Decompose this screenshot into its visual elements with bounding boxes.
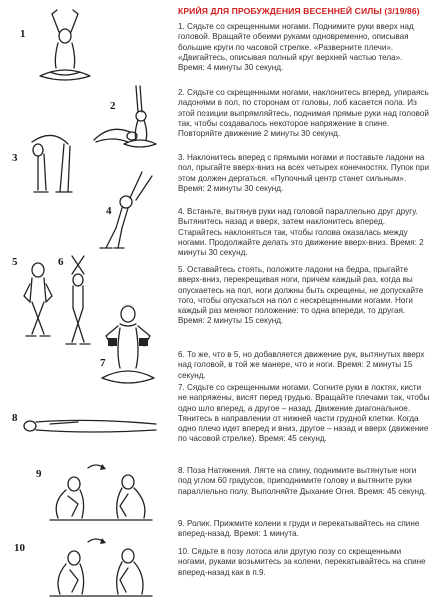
- instruction-3: 3. Наклонитесь вперед с прямыми ногами и поставьте ладони на пол, прыгайте вверх-вниз на всех четырех конечностях. Пупок при этом должен дергаться. «Пупочный центр станет сильным». Время: 2 минуты 30 секунд.: [178, 153, 430, 193]
- figure-8-stretch-pose: [20, 412, 160, 442]
- figure-number-8: 8: [12, 412, 18, 424]
- instruction-6: 6. То же, что в 5, но добавляется движение рук, вытянутых вверх над головой, в той же манере, что и ноги. Время: 2 минуты 15 секунд.: [178, 350, 425, 380]
- figure-number-10: 10: [14, 542, 25, 554]
- instruction-1: 1. Сядьте со скрещенными ногами. Поднимите руки вверх над головой. Вращайте обеими руками одновременно, описывая большие круги по часовой стрелке. «Разверните плечи». «Двигайтесь, описывая полный круг верхней частью тела». Время: 4 минуты 30 секунд.: [178, 22, 414, 73]
- figure-6-jumping-arms-crossed: [60, 252, 96, 352]
- figure-number-3: 3: [12, 152, 18, 164]
- figure-number-1: 1: [20, 28, 26, 40]
- figure-4-standing-stretch: [92, 168, 162, 253]
- figure-number-9: 9: [36, 468, 42, 480]
- instruction-4: 4. Встаньте, вытянув руки над головой параллельно друг другу. Вытянитесь назад и вверх, затем наклонитесь вперед. Старайтесь наклоняться так, чтобы голова оказалась между ногами. Продолжайте делать это движение вверх-вниз. Время: 2 минуты 30 секунд.: [178, 207, 424, 258]
- figure-number-6: 6: [58, 256, 64, 268]
- instruction-9: 9. Ролик. Прижмите колени к груди и перекатывайтесь на спине вперед-назад. Время: 1 минута.: [178, 519, 420, 539]
- figure-9-rolling: [48, 462, 158, 524]
- figure-number-4: 4: [106, 205, 112, 217]
- instruction-5: 5. Оставайтесь стоять, положите ладони на бедра, прыгайте вверх-вниз, перекрещивая ноги, причем каждый раз, когда вы опускаетесь на пол, ноги должны быть скрещены, не допускайте того, чтобы опускаться на пол с нескрещенными ногами. Ноги каждый раз меняют положение: то одна впереди, то другая. Время: 2 минуты 15 секунд.: [178, 265, 424, 326]
- instruction-7: 7. Сядьте со скрещенными ногами. Согните руки в локтях, кисти не напряжены, висят перед грудью. Вращайте плечами так, чтобы одно шло вперед, а другое – назад. Движение диагональное. Тянитесь в направлении от нижней части грудной клетки. Когда одно плечо идет вперед и вниз, другое – назад и вверх (движение по часовой стрелке). Время: 45 секунд.: [178, 383, 430, 444]
- figure-1-seated-arms-overhead: [30, 6, 100, 86]
- page-title: КРИЙЯ ДЛЯ ПРОБУЖДЕНИЯ ВЕСЕННЕЙ СИЛЫ (3/19/86): [178, 6, 420, 16]
- illustrations-column: [0, 0, 175, 604]
- figure-number-7: 7: [100, 357, 106, 369]
- figure-10-lotus-rolling: [48, 534, 158, 600]
- figure-2-forward-bend: [90, 118, 140, 146]
- instruction-10: 10. Сядьте в позу лотоса или другую позу со скрещенными ногами, руками возьмитесь за колени, перекатывайтесь на спине вперед-назад как в п.9.: [178, 547, 426, 577]
- figure-5-jumping-cross-legs: [18, 262, 58, 342]
- figure-7-shoulder-rotation: [98, 300, 158, 395]
- instruction-8: 8. Поза Натяжения. Лягте на спину, поднимите вытянутые ноги под углом 60 градусов, приподнимите голову и вытяните руки параллельно полу. Выполняйте Дыхание Огня. Время: 45 секунд.: [178, 466, 427, 496]
- figure-number-5: 5: [12, 256, 18, 268]
- instruction-2: 2. Сядьте со скрещенными ногами, наклонитесь вперед, упираясь ладонями в пол, по сторонам от головы, лоб касается пола. Из этой позиции выпрямляйтесь, поднимая прямые руки над головой так, чтобы создавалось некоторое напряжение в спине. Повторяйте движение 2 минуты 30 секунд.: [178, 88, 429, 139]
- figure-number-2: 2: [110, 100, 116, 112]
- figure-3-forward-bend-hands-floor: [24, 128, 84, 198]
